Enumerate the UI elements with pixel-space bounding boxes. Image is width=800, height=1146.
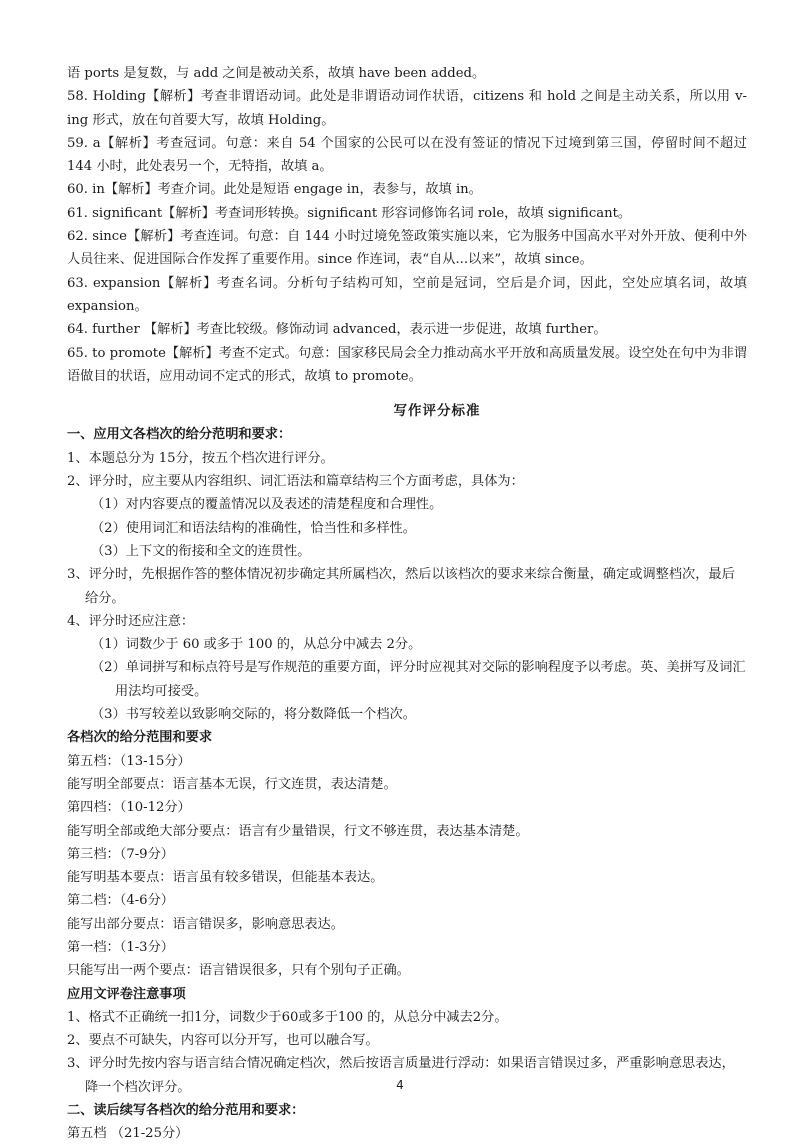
section1-heading: 一、应用文各档次的给分范明和要求：: [67, 427, 292, 443]
section2-heading: 二、读后续写各档次的给分范用和要求：: [67, 1103, 305, 1119]
rule-4-item: （1）词数少于 60 或多于 100 的，从总分中减去 2分。: [91, 637, 422, 653]
answer-64: 64. further 【解析】考查比较级。修饰动词 advanced，表示进一步促进，故填 further。: [67, 322, 607, 338]
rule-1: 1、本题总分为 15分，按五个档次进行评分。: [67, 450, 334, 466]
rule-4-item: （3）书写较差以致影响交际的，将分数降低一个档次。: [91, 707, 416, 723]
level-name: 第三档：（7-9分）: [67, 846, 174, 862]
level-desc: 能写明全部要点：语言基本无误，行文连贯，表达清楚。: [67, 776, 397, 792]
note-item: 3、评分时先按内容与语言结合情况确定档次，然后按语言质量进行浮动：如果语言错误过多，严重影响意思表达，降一个档次评分。: [67, 1056, 735, 1095]
level-name: 第二档：（4-6分）: [67, 893, 174, 909]
note-item: 1、格式不正确统一扣1分，词数少于60或多于100 的，从总分中减去2分。: [67, 1009, 508, 1025]
level-name: 第四档：（10-12分）: [67, 800, 191, 816]
writing-title: 写作评分标准: [393, 403, 481, 420]
level-desc: 能写明基本要点：语言虽有较多错误，但能基本表达。: [67, 870, 384, 886]
page-number: 4: [396, 1078, 404, 1092]
rule-2-item: （2）使用词汇和语法结构的准确性，恰当性和多样性。: [91, 520, 416, 536]
level-desc: 能写出部分要点：语言错误多，影响意思表达。: [67, 916, 344, 932]
answer-62: 62. since【解析】考查连词。句意：自 144 小时过境免签政策实施以来，它为服务中国高水平对外开放、便利中外人员往来、促进国际合作发挥了重要作用。since 作连词，表“自从...以来”，故填 since。: [67, 229, 747, 268]
answer-65: 65. to promote【解析】考查不定式。句意：国家移民局会全力推动高水平开放和高质量发展。设空处在句中为非谓语做目的状语，应用动词不定式的形式，故填 to promote。: [67, 345, 747, 384]
levels-heading: 各档次的给分范围和要求: [67, 730, 213, 746]
level-name: 第五档：（13-15分）: [67, 753, 191, 769]
answer-63: 63. expansion【解析】考查名词。分析句子结构可知，空前是冠词，空后是介词，因此，空处应填名词，故填 expansion。: [67, 275, 747, 314]
answer-61: 61. significant【解析】考查词形转换。significant 形容词修饰名词 role，故填 significant。: [67, 205, 632, 221]
answer-59: 59. a【解析】考查冠词。句意：来自 54 个国家的公民可以在没有签证的情况下过境到第三国，停留时间不超过 144 小时，此处表另一个，无特指，故填 a。: [67, 135, 747, 175]
rule-4-item: （2）单词拼写和标点符号是写作规范的重要方面，评分时应视其对交际的影响程度予以考虑。英、美拼写及词汇用法均可接受。: [91, 660, 746, 699]
answer-58: 58. Holding【解析】考查非谓语动词。此处是非谓语动词作状语，citizens 和 hold 之间是主动关系，所以用 v-ing 形式，放在句首要大写，故填 Holding。: [67, 89, 747, 128]
level-desc: 能写明全部或绝大部分要点：语言有少量错误，行文不够连贯，表达基本清楚。: [67, 823, 529, 839]
rule-3: 3、评分时，先根据作答的整体情况初步确定其所属档次，然后以该档次的要求来综合衡量，确定或调整档次，最后给分。: [67, 567, 735, 606]
answer-60: 60. in【解析】考查介词。此处是短语 engage in，表参与，故填 in。: [67, 182, 482, 198]
rule-2: 2、评分时，应主要从内容组织、词汇语法和篇章结构三个方面考虑，具体为：: [67, 474, 524, 490]
answer-57-tail: 语 ports 是复数，与 add 之间是被动关系，故填 have been added。: [67, 66, 486, 81]
level-name: 第一档：（1-3分）: [67, 939, 174, 955]
notes-heading: 应用文评卷注意事项: [67, 986, 186, 1002]
level-desc: 只能写出一两个要点：语言错误很多，只有个别句子正确。: [67, 963, 410, 979]
rule-4: 4、评分时还应注意：: [67, 613, 195, 629]
answer-explanations: [67, 62, 747, 388]
rule-2-item: （1）对内容要点的覆盖情况以及表述的清楚程度和合理性。: [91, 497, 443, 513]
page-content: [67, 62, 747, 1146]
rule-2-item: （3）上下文的衔接和全文的连贯性。: [91, 543, 311, 559]
section2-level5: 第五档 （21-25分）: [67, 1126, 189, 1142]
note-item: 2、要点不可缺失，内容可以分开写，也可以融合写。: [67, 1033, 379, 1049]
